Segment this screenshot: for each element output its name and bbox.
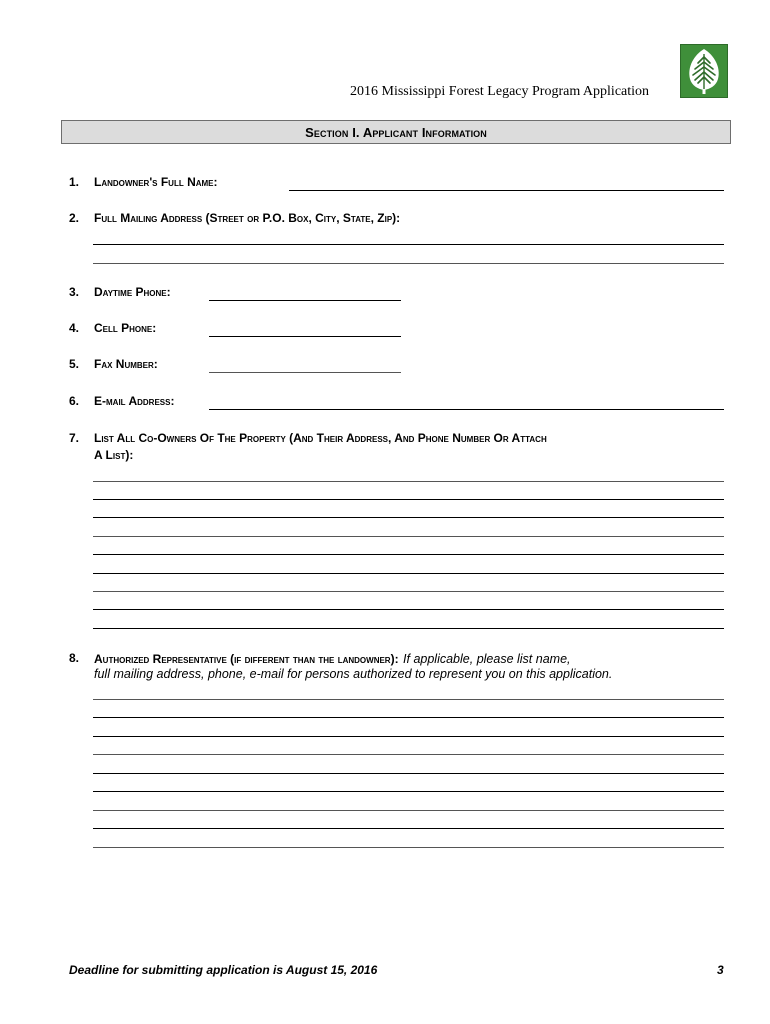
representative-line[interactable] <box>93 828 724 829</box>
question-6-label: E-mail Address: <box>94 394 175 408</box>
question-5-number: 5. <box>69 357 80 371</box>
question-2-label: Full Mailing Address (Street or P.O. Box, City, State, Zip): <box>94 211 401 225</box>
email-address-field[interactable] <box>209 409 724 410</box>
representative-line[interactable] <box>93 773 724 774</box>
question-7-label-cont: A List): <box>94 448 134 462</box>
question-7-label: List All Co-Owners Of The Property (And Their Address, And Phone Number Or Attach <box>94 431 547 445</box>
question-8-line <box>94 650 571 668</box>
representative-line[interactable] <box>93 810 724 811</box>
representative-line[interactable] <box>93 791 724 792</box>
question-3-number: 3. <box>69 285 80 299</box>
fax-number-field[interactable] <box>209 372 401 373</box>
question-8-label: Authorized Representative (if different than the landowner): <box>94 652 399 666</box>
co-owners-line[interactable] <box>93 481 724 482</box>
representative-line[interactable] <box>93 754 724 755</box>
tree-icon <box>681 45 727 97</box>
co-owners-line[interactable] <box>93 628 724 629</box>
question-8-note: If applicable, please list name, <box>403 652 571 666</box>
question-8-number: 8. <box>69 651 80 665</box>
co-owners-line[interactable] <box>93 591 724 592</box>
question-1-label: Landowner's Full Name: <box>94 175 218 189</box>
co-owners-line[interactable] <box>93 517 724 518</box>
question-2-number: 2. <box>69 211 80 225</box>
question-4-label: Cell Phone: <box>94 321 157 335</box>
question-8-note-cont: full mailing address, phone, e-mail for persons authorized to represent you on this application. <box>94 667 613 681</box>
co-owners-line[interactable] <box>93 499 724 500</box>
co-owners-line[interactable] <box>93 536 724 537</box>
question-4-number: 4. <box>69 321 80 335</box>
full-name-field[interactable] <box>289 190 724 191</box>
document-title: 2016 Mississippi Forest Legacy Program Application <box>350 84 650 99</box>
page-number: 3 <box>717 963 724 977</box>
section-title: Section I. Applicant Information <box>305 124 487 140</box>
representative-line[interactable] <box>93 699 724 700</box>
co-owners-line[interactable] <box>93 573 724 574</box>
mailing-address-line-2[interactable] <box>93 263 724 264</box>
representative-line[interactable] <box>93 736 724 737</box>
cell-phone-field[interactable] <box>209 336 401 337</box>
question-7-number: 7. <box>69 431 80 445</box>
representative-line[interactable] <box>93 717 724 718</box>
question-3-label: Daytime Phone: <box>94 285 171 299</box>
question-5-label: Fax Number: <box>94 357 158 371</box>
section-header <box>61 120 731 144</box>
deadline-note: Deadline for submitting application is August 15, 2016 <box>69 963 378 977</box>
question-1-number: 1. <box>69 175 80 189</box>
tree-logo <box>680 44 728 98</box>
representative-line[interactable] <box>93 847 724 848</box>
co-owners-line[interactable] <box>93 554 724 555</box>
daytime-phone-field[interactable] <box>209 300 401 301</box>
question-6-number: 6. <box>69 394 80 408</box>
co-owners-line[interactable] <box>93 609 724 610</box>
mailing-address-line-1[interactable] <box>93 244 724 245</box>
